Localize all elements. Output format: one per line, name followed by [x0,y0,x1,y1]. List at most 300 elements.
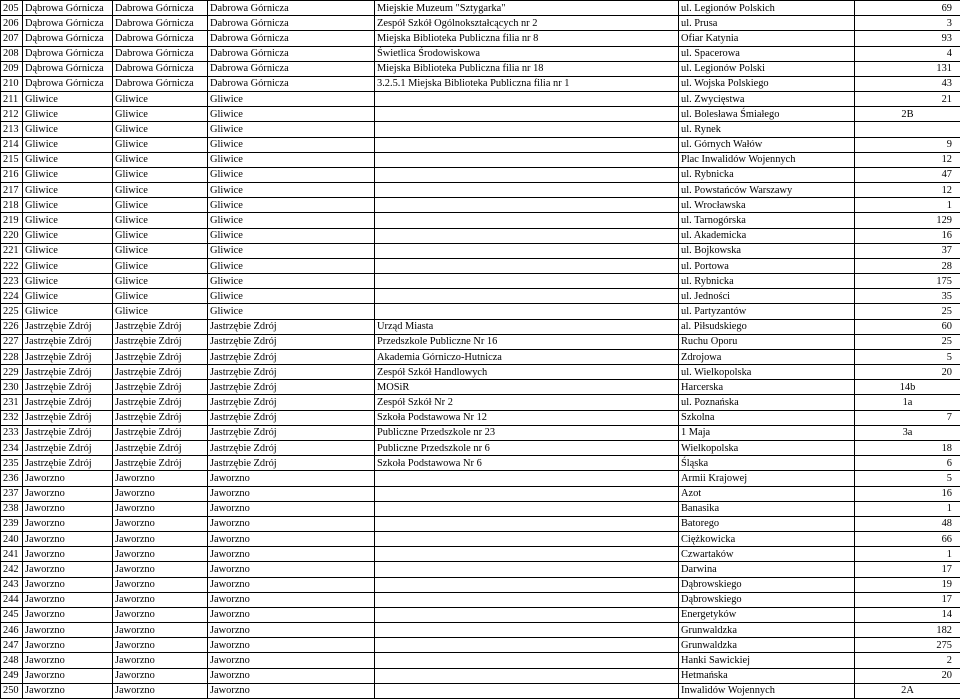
table-row [1,137,960,152]
municipality-cell: Gliwice [208,167,375,182]
city-cell: Jastrzębie Zdrój [23,365,113,380]
city-cell: Jastrzębie Zdrój [23,319,113,334]
row-number-cell: 214 [1,137,23,152]
city-cell: Jaworzno [23,683,113,698]
city-cell: Jaworzno [23,532,113,547]
municipality-cell: Jastrzębie Zdrój [208,395,375,410]
county-cell: Jaworzno [113,562,208,577]
table-row [1,471,960,486]
county-cell: Gliwice [113,152,208,167]
street-cell: ul. Wrocławska [679,198,855,213]
building-number-cell [855,122,960,137]
row-number-cell: 236 [1,471,23,486]
table-row [1,228,960,243]
street-cell: Energetyków [679,607,855,622]
municipality-cell: Jastrzębie Zdrój [208,380,375,395]
institution-name-cell [375,486,679,501]
county-cell: Jastrzębie Zdrój [113,349,208,364]
building-number-cell: 1a [855,395,960,410]
institution-name-cell [375,92,679,107]
institution-name-cell: MOSiR [375,380,679,395]
municipality-cell: Jaworzno [208,623,375,638]
institution-name-cell: Zespół Szkół Ogólnokształcących nr 2 [375,16,679,31]
row-number-cell: 245 [1,607,23,622]
county-cell: Jaworzno [113,653,208,668]
street-cell: ul. Górnych Wałów [679,137,855,152]
building-number-cell: 16 [855,228,960,243]
building-number-cell: 43 [855,76,960,91]
city-cell: Jaworzno [23,592,113,607]
street-cell: Darwina [679,562,855,577]
municipality-cell: Dabrowa Górnicza [208,76,375,91]
building-number-cell: 17 [855,562,960,577]
city-cell: Dąbrowa Górnicza [23,1,113,16]
street-cell: Zdrojowa [679,349,855,364]
street-cell: ul. Partyzantów [679,304,855,319]
street-cell: Inwalidów Wojennych [679,683,855,698]
institution-name-cell [375,258,679,273]
city-cell: Gliwice [23,304,113,319]
city-cell: Jaworzno [23,562,113,577]
street-cell: ul. Tarnogórska [679,213,855,228]
municipality-cell: Dabrowa Górnicza [208,61,375,76]
building-number-cell: 275 [855,638,960,653]
street-cell: Dąbrowskiego [679,577,855,592]
street-cell: Ruchu Oporu [679,334,855,349]
building-number-cell: 9 [855,137,960,152]
table-row [1,1,960,16]
city-cell: Dąbrowa Górnicza [23,31,113,46]
table-row [1,243,960,258]
municipality-cell: Jastrzębie Zdrój [208,410,375,425]
street-cell: ul. Bojkowska [679,243,855,258]
city-cell: Jastrzębie Zdrój [23,380,113,395]
municipality-cell: Jastrzębie Zdrój [208,440,375,455]
city-cell: Jaworzno [23,471,113,486]
municipality-cell: Jaworzno [208,532,375,547]
table-row [1,592,960,607]
row-number-cell: 212 [1,107,23,122]
building-number-cell: 37 [855,243,960,258]
building-number-cell: 1 [855,501,960,516]
county-cell: Gliwice [113,92,208,107]
institution-name-cell: Zespół Szkół Nr 2 [375,395,679,410]
building-number-cell: 93 [855,31,960,46]
row-number-cell: 207 [1,31,23,46]
county-cell: Jaworzno [113,471,208,486]
table-row [1,319,960,334]
city-cell: Jaworzno [23,577,113,592]
building-number-cell: 12 [855,183,960,198]
table-row [1,183,960,198]
institution-name-cell [375,562,679,577]
table-row [1,623,960,638]
county-cell: Gliwice [113,107,208,122]
row-number-cell: 215 [1,152,23,167]
county-cell: Jaworzno [113,547,208,562]
institution-name-cell [375,183,679,198]
street-cell: ul. Legionów Polski [679,61,855,76]
street-cell: ul. Spacerowa [679,46,855,61]
table-row [1,122,960,137]
row-number-cell: 229 [1,365,23,380]
street-cell: 1 Maja [679,425,855,440]
row-number-cell: 237 [1,486,23,501]
building-number-cell: 19 [855,577,960,592]
building-number-cell: 129 [855,213,960,228]
institution-name-cell [375,653,679,668]
municipality-cell: Gliwice [208,152,375,167]
table-row [1,61,960,76]
table-row [1,152,960,167]
county-cell: Jastrzębie Zdrój [113,319,208,334]
row-number-cell: 208 [1,46,23,61]
row-number-cell: 250 [1,683,23,698]
table-row [1,577,960,592]
municipality-cell: Gliwice [208,107,375,122]
institution-name-cell: Szkoła Podstawowa Nr 12 [375,410,679,425]
table-row [1,653,960,668]
street-cell: ul. Zwycięstwa [679,92,855,107]
row-number-cell: 233 [1,425,23,440]
institution-name-cell [375,243,679,258]
street-cell: ul. Jedności [679,289,855,304]
building-number-cell: 1 [855,547,960,562]
municipality-cell: Jaworzno [208,653,375,668]
institution-name-cell [375,198,679,213]
institution-name-cell: Miejska Biblioteka Publiczna filia nr 18 [375,61,679,76]
institution-name-cell [375,137,679,152]
street-cell: Banasika [679,501,855,516]
row-number-cell: 239 [1,516,23,531]
table-row [1,16,960,31]
building-number-cell: 7 [855,410,960,425]
city-cell: Gliwice [23,167,113,182]
street-cell: Czwartaków [679,547,855,562]
table-row [1,410,960,425]
row-number-cell: 206 [1,16,23,31]
municipality-cell: Gliwice [208,183,375,198]
county-cell: Jastrzębie Zdrój [113,440,208,455]
county-cell: Jaworzno [113,592,208,607]
row-number-cell: 240 [1,532,23,547]
institution-name-cell [375,547,679,562]
table-row [1,107,960,122]
row-number-cell: 244 [1,592,23,607]
table-row [1,334,960,349]
street-cell: Ciężkowicka [679,532,855,547]
building-number-cell: 20 [855,668,960,683]
street-cell: Śląska [679,456,855,471]
municipality-cell: Dabrowa Górnicza [208,46,375,61]
building-number-cell: 2B [855,107,960,122]
county-cell: Gliwice [113,213,208,228]
table-row [1,425,960,440]
institution-name-cell [375,471,679,486]
table-row [1,167,960,182]
city-cell: Jastrzębie Zdrój [23,440,113,455]
county-cell: Jaworzno [113,607,208,622]
street-cell: Batorego [679,516,855,531]
county-cell: Gliwice [113,274,208,289]
building-number-cell: 5 [855,349,960,364]
table-row [1,532,960,547]
city-cell: Jastrzębie Zdrój [23,410,113,425]
building-number-cell: 25 [855,334,960,349]
institution-name-cell: Szkoła Podstawowa Nr 6 [375,456,679,471]
street-cell: Grunwaldzka [679,638,855,653]
county-cell: Jastrzębie Zdrój [113,410,208,425]
row-number-cell: 218 [1,198,23,213]
county-cell: Jaworzno [113,668,208,683]
street-cell: Hetmańska [679,668,855,683]
institution-name-cell: Miejska Biblioteka Publiczna filia nr 8 [375,31,679,46]
city-cell: Jaworzno [23,653,113,668]
table-row [1,501,960,516]
municipality-cell: Jaworzno [208,607,375,622]
county-cell: Jaworzno [113,486,208,501]
county-cell: Gliwice [113,137,208,152]
table-row [1,668,960,683]
county-cell: Dabrowa Górnicza [113,76,208,91]
row-number-cell: 231 [1,395,23,410]
row-number-cell: 246 [1,623,23,638]
institution-name-cell: Miejskie Muzeum "Sztygarka" [375,1,679,16]
city-cell: Jaworzno [23,547,113,562]
municipality-cell: Gliwice [208,122,375,137]
county-cell: Jaworzno [113,516,208,531]
city-cell: Jaworzno [23,623,113,638]
building-number-cell: 6 [855,456,960,471]
municipality-cell: Gliwice [208,198,375,213]
municipality-cell: Gliwice [208,274,375,289]
city-cell: Gliwice [23,183,113,198]
institution-name-cell [375,228,679,243]
street-cell: ul. Rybnicka [679,274,855,289]
row-number-cell: 224 [1,289,23,304]
city-cell: Gliwice [23,228,113,243]
row-number-cell: 226 [1,319,23,334]
building-number-cell: 3a [855,425,960,440]
county-cell: Dabrowa Górnicza [113,1,208,16]
street-cell: Wielkopolska [679,440,855,455]
city-cell: Dąbrowa Górnicza [23,46,113,61]
building-number-cell: 47 [855,167,960,182]
row-number-cell: 230 [1,380,23,395]
city-cell: Jastrzębie Zdrój [23,425,113,440]
row-number-cell: 217 [1,183,23,198]
county-cell: Jastrzębie Zdrój [113,334,208,349]
row-number-cell: 222 [1,258,23,273]
city-cell: Dąbrowa Górnicza [23,16,113,31]
row-number-cell: 219 [1,213,23,228]
building-number-cell: 60 [855,319,960,334]
county-cell: Dabrowa Górnicza [113,61,208,76]
city-cell: Gliwice [23,152,113,167]
building-number-cell: 16 [855,486,960,501]
city-cell: Jastrzębie Zdrój [23,349,113,364]
municipality-cell: Dabrowa Górnicza [208,16,375,31]
building-number-cell: 35 [855,289,960,304]
street-cell: ul. Akademicka [679,228,855,243]
county-cell: Gliwice [113,304,208,319]
street-cell: ul. Prusa [679,16,855,31]
city-cell: Gliwice [23,289,113,304]
municipality-cell: Gliwice [208,92,375,107]
building-number-cell: 182 [855,623,960,638]
table-row [1,304,960,319]
city-cell: Jaworzno [23,486,113,501]
street-cell: ul. Rybnicka [679,167,855,182]
building-number-cell: 5 [855,471,960,486]
city-cell: Jastrzębie Zdrój [23,334,113,349]
row-number-cell: 225 [1,304,23,319]
row-number-cell: 242 [1,562,23,577]
city-cell: Jastrzębie Zdrój [23,456,113,471]
city-cell: Gliwice [23,243,113,258]
county-cell: Gliwice [113,183,208,198]
institution-name-cell [375,107,679,122]
municipality-cell: Jaworzno [208,577,375,592]
row-number-cell: 205 [1,1,23,16]
row-number-cell: 241 [1,547,23,562]
row-number-cell: 228 [1,349,23,364]
institution-name-cell: Zespół Szkół Handlowych [375,365,679,380]
row-number-cell: 234 [1,440,23,455]
street-cell: al. Piłsudskiego [679,319,855,334]
city-cell: Gliwice [23,137,113,152]
city-cell: Dąbrowa Górnicza [23,76,113,91]
municipality-cell: Jaworzno [208,683,375,698]
county-cell: Gliwice [113,198,208,213]
county-cell: Jaworzno [113,623,208,638]
municipality-cell: Gliwice [208,289,375,304]
row-number-cell: 227 [1,334,23,349]
table-row [1,31,960,46]
table-row [1,516,960,531]
city-cell: Jaworzno [23,668,113,683]
building-number-cell: 2A [855,683,960,698]
table-row [1,258,960,273]
table-row [1,395,960,410]
table-row [1,46,960,61]
building-number-cell: 69 [855,1,960,16]
street-cell: ul. Wielkopolska [679,365,855,380]
street-cell: Azot [679,486,855,501]
building-number-cell: 14b [855,380,960,395]
county-cell: Jastrzębie Zdrój [113,395,208,410]
institution-name-cell [375,152,679,167]
building-number-cell: 17 [855,592,960,607]
municipality-cell: Jastrzębie Zdrój [208,334,375,349]
county-cell: Gliwice [113,289,208,304]
street-cell: Szkolna [679,410,855,425]
building-number-cell: 175 [855,274,960,289]
city-cell: Gliwice [23,213,113,228]
municipality-cell: Dabrowa Górnicza [208,1,375,16]
street-cell: ul. Poznańska [679,395,855,410]
municipality-cell: Jastrzębie Zdrój [208,319,375,334]
county-cell: Jastrzębie Zdrój [113,380,208,395]
city-cell: Jaworzno [23,501,113,516]
city-cell: Jaworzno [23,516,113,531]
municipality-cell: Jaworzno [208,638,375,653]
institution-name-cell [375,304,679,319]
building-number-cell: 14 [855,607,960,622]
institution-name-cell: Urząd Miasta [375,319,679,334]
county-cell: Jastrzębie Zdrój [113,365,208,380]
county-cell: Dabrowa Górnicza [113,31,208,46]
city-cell: Gliwice [23,92,113,107]
table-row [1,547,960,562]
municipality-cell: Jaworzno [208,547,375,562]
table-row [1,683,960,698]
row-number-cell: 235 [1,456,23,471]
table-row [1,638,960,653]
street-cell: ul. Powstańców Warszawy [679,183,855,198]
county-cell: Jaworzno [113,577,208,592]
row-number-cell: 216 [1,167,23,182]
table-row [1,456,960,471]
municipality-cell: Gliwice [208,213,375,228]
institution-name-cell [375,623,679,638]
table-row [1,289,960,304]
row-number-cell: 221 [1,243,23,258]
street-cell: Armii Krajowej [679,471,855,486]
table-row [1,76,960,91]
building-number-cell: 21 [855,92,960,107]
institution-name-cell [375,516,679,531]
institution-name-cell [375,683,679,698]
building-number-cell: 3 [855,16,960,31]
table-row [1,365,960,380]
table-row [1,349,960,364]
table-row [1,380,960,395]
street-cell: Harcerska [679,380,855,395]
building-number-cell: 1 [855,198,960,213]
institution-name-cell [375,532,679,547]
county-cell: Jastrzębie Zdrój [113,456,208,471]
institution-name-cell: Akademia Górniczo-Hutnicza [375,349,679,364]
municipality-cell: Gliwice [208,228,375,243]
county-cell: Gliwice [113,243,208,258]
city-cell: Dąbrowa Górnicza [23,61,113,76]
county-cell: Gliwice [113,122,208,137]
municipality-cell: Jaworzno [208,516,375,531]
municipality-cell: Jastrzębie Zdrój [208,425,375,440]
street-cell: Dąbrowskiego [679,592,855,607]
building-number-cell: 2 [855,653,960,668]
city-cell: Jaworzno [23,638,113,653]
institution-name-cell: Publiczne Przedszkole nr 23 [375,425,679,440]
city-cell: Gliwice [23,122,113,137]
row-number-cell: 209 [1,61,23,76]
row-number-cell: 213 [1,122,23,137]
building-number-cell: 25 [855,304,960,319]
municipality-cell: Jaworzno [208,501,375,516]
institution-name-cell [375,668,679,683]
building-number-cell: 131 [855,61,960,76]
row-number-cell: 247 [1,638,23,653]
institution-name-cell [375,274,679,289]
street-cell: Ofiar Katynia [679,31,855,46]
row-number-cell: 223 [1,274,23,289]
municipality-cell: Gliwice [208,304,375,319]
institution-name-cell [375,607,679,622]
building-number-cell: 12 [855,152,960,167]
county-cell: Gliwice [113,258,208,273]
municipality-cell: Gliwice [208,243,375,258]
